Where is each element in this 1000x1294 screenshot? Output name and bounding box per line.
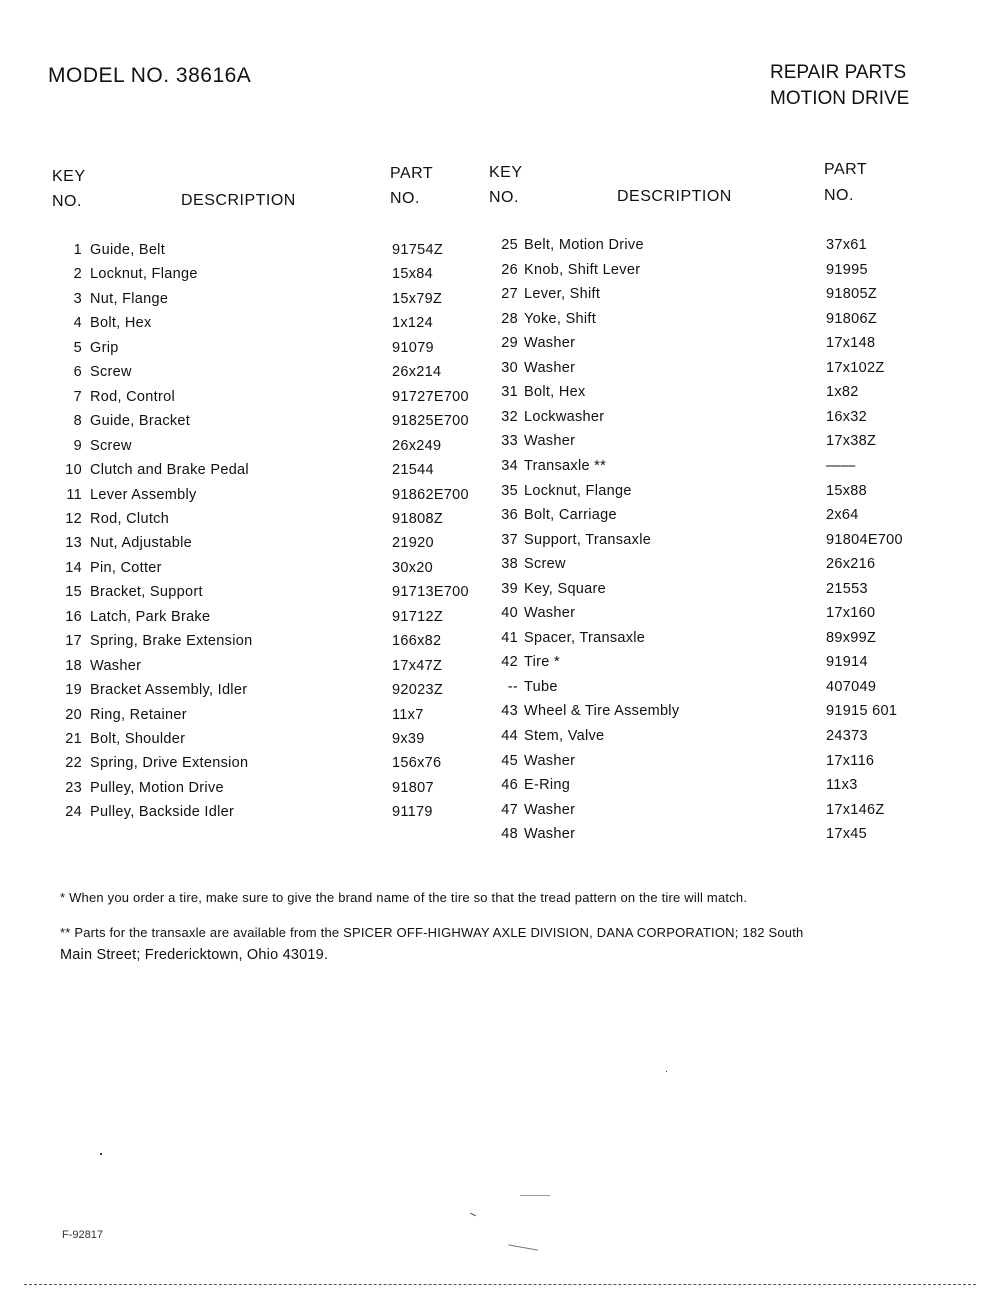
part-number: 24373: [826, 728, 868, 744]
part-description: Locknut, Flange: [90, 266, 198, 283]
part-number: 91754Z: [392, 242, 443, 258]
part-number: 91805Z: [826, 286, 877, 303]
left-description-header: DESCRIPTION: [181, 192, 296, 209]
part-description: Transaxle **: [524, 457, 607, 474]
part-description: Lever, Shift: [524, 286, 601, 303]
part-key-number: 2: [73, 266, 82, 283]
part-key-number: 13: [65, 535, 82, 552]
part-description: Washer: [524, 826, 576, 843]
part-number: 17x102Z: [826, 359, 885, 376]
part-description: Spacer, Transaxle: [524, 629, 646, 646]
part-number: 407049: [826, 678, 877, 695]
part-description: Knob, Shift Lever: [524, 261, 641, 278]
part-key-number: 31: [501, 384, 518, 401]
part-key-number: --: [507, 678, 518, 695]
part-number: 91806Z: [826, 310, 877, 327]
part-description: Lever Assembly: [90, 486, 197, 503]
part-description: Yoke, Shift: [524, 310, 597, 327]
part-number: 17x45: [826, 826, 868, 843]
right-part-no-header: NO.: [824, 187, 854, 204]
part-number: 15x79Z: [392, 290, 443, 307]
part-key-number: 33: [501, 433, 518, 450]
part-description: Belt, Motion Drive: [524, 237, 644, 253]
part-description: Key, Square: [524, 580, 607, 597]
part-number: 91914: [826, 654, 868, 671]
part-description: Washer: [524, 801, 576, 818]
part-number: 166x82: [392, 633, 442, 650]
part-key-number: 5: [73, 339, 82, 356]
left-part-header: PART: [390, 165, 434, 182]
part-number: 1x82: [826, 384, 859, 401]
part-description: Locknut, Flange: [524, 482, 632, 499]
title-repair-parts: REPAIR PARTS: [770, 62, 907, 83]
part-key-number: 25: [501, 237, 518, 253]
part-number: 15x88: [826, 482, 868, 499]
part-description: Pin, Cotter: [90, 559, 162, 576]
part-key-number: 7: [73, 388, 82, 405]
part-key-number: 48: [501, 826, 518, 843]
part-number: 91713E700: [392, 584, 469, 601]
part-key-number: 1: [73, 242, 82, 258]
part-number: 17x148: [826, 335, 876, 352]
part-description: Lockwasher: [524, 408, 605, 425]
part-number: 91915 601: [826, 703, 898, 720]
part-number: 11x7: [392, 706, 424, 723]
part-number: 91862E700: [392, 486, 469, 503]
part-description: Bolt, Hex: [90, 315, 152, 332]
part-number: 91807: [392, 779, 434, 796]
part-description: Washer: [524, 359, 576, 376]
left-key-header: KEY: [52, 168, 86, 185]
part-key-number: 29: [501, 335, 518, 352]
part-key-number: 35: [501, 482, 518, 499]
part-number: 2x64: [826, 507, 859, 524]
part-key-number: 4: [73, 315, 82, 332]
scan-speck: [100, 1153, 102, 1155]
part-description: Tube: [524, 678, 558, 695]
part-description: Tire *: [524, 654, 560, 671]
title-motion-drive: MOTION DRIVE: [770, 88, 910, 109]
part-number: 21920: [392, 535, 434, 552]
part-key-number: 3: [73, 290, 82, 307]
part-description: Bracket Assembly, Idler: [90, 682, 248, 699]
part-key-number: 15: [65, 584, 82, 601]
part-key-number: 6: [73, 364, 82, 381]
part-description: Bolt, Hex: [524, 384, 586, 401]
part-number: 156x76: [392, 755, 442, 772]
bottom-edge-line: [24, 1284, 976, 1285]
part-key-number: 47: [501, 801, 518, 818]
part-key-number: 16: [65, 608, 82, 625]
part-description: Washer: [524, 605, 576, 622]
part-key-number: 21: [65, 731, 82, 747]
right-description-header: DESCRIPTION: [617, 188, 732, 205]
left-part-no-header: NO.: [390, 190, 420, 207]
part-number: ——: [826, 457, 856, 474]
part-key-number: 32: [501, 408, 518, 425]
part-key-number: 41: [501, 629, 518, 646]
part-key-number: 22: [65, 755, 82, 772]
part-key-number: 39: [501, 580, 518, 597]
part-key-number: 44: [501, 728, 518, 744]
part-key-number: 18: [65, 657, 82, 674]
part-number: 91825E700: [392, 413, 469, 430]
part-key-number: 10: [65, 462, 82, 479]
part-description: Ring, Retainer: [90, 706, 187, 723]
part-number: 17x160: [826, 605, 876, 622]
part-description: Spring, Brake Extension: [90, 633, 253, 650]
model-number: MODEL NO. 38616A: [48, 64, 252, 87]
part-number: 91804E700: [826, 531, 903, 548]
part-key-number: 14: [65, 559, 82, 576]
part-description: Nut, Adjustable: [90, 535, 193, 552]
part-number: 30x20: [392, 559, 434, 576]
part-key-number: 36: [501, 507, 518, 524]
part-description: Washer: [524, 335, 576, 352]
part-description: Pulley, Backside Idler: [90, 804, 235, 821]
part-number: 17x47Z: [392, 657, 443, 674]
part-number: 91727E700: [392, 388, 469, 405]
part-key-number: 30: [501, 359, 518, 376]
part-key-number: 34: [501, 457, 518, 474]
part-description: Grip: [90, 339, 119, 356]
part-number: 1x124: [392, 315, 434, 332]
part-number: 9x39: [392, 731, 425, 747]
part-description: Stem, Valve: [524, 728, 605, 744]
part-key-number: 23: [65, 779, 82, 796]
part-number: 91808Z: [392, 510, 443, 527]
part-number: 26x216: [826, 556, 876, 573]
part-key-number: 19: [65, 682, 82, 699]
part-key-number: 45: [501, 752, 518, 769]
part-description: Screw: [90, 437, 132, 454]
part-key-number: 27: [501, 286, 518, 303]
part-description: Bolt, Carriage: [524, 507, 617, 524]
part-number: 17x38Z: [826, 433, 877, 450]
part-description: Pulley, Motion Drive: [90, 779, 224, 796]
tire-note: * When you order a tire, make sure to give the brand name of the tire so that the tread pattern on the tire will match.: [60, 890, 748, 905]
part-description: Screw: [90, 364, 132, 381]
part-number: 17x116: [826, 752, 875, 769]
part-key-number: 38: [501, 556, 518, 573]
part-description: Rod, Clutch: [90, 510, 170, 527]
page-title: [770, 60, 909, 112]
part-description: Latch, Park Brake: [90, 608, 211, 625]
scan-speck: [508, 1244, 538, 1250]
transaxle-note-line1: ** Parts for the transaxle are available from the SPICER OFF-HIGHWAY AXLE DIVISION, DANA CORPORATION; 182 South: [60, 925, 804, 940]
part-description: Nut, Flange: [90, 290, 169, 307]
part-description: Screw: [524, 556, 566, 573]
transaxle-note-line2: Main Street; Fredericktown, Ohio 43019.: [60, 947, 329, 963]
part-description: Guide, Belt: [90, 242, 166, 258]
part-number: 21544: [392, 462, 434, 479]
part-number: 11x3: [826, 777, 858, 794]
part-description: Bolt, Shoulder: [90, 731, 186, 747]
part-description: Rod, Control: [90, 388, 175, 405]
part-key-number: 43: [501, 703, 518, 720]
part-description: Washer: [90, 657, 142, 674]
part-number: 15x84: [392, 266, 434, 283]
right-part-header: PART: [824, 161, 868, 178]
part-number: 21553: [826, 580, 868, 597]
part-key-number: 26: [501, 261, 518, 278]
part-number: 91179: [392, 804, 433, 821]
part-description: E-Ring: [524, 777, 571, 794]
part-key-number: 37: [501, 531, 518, 548]
part-key-number: 17: [65, 633, 82, 650]
part-description: Wheel & Tire Assembly: [524, 703, 680, 720]
scan-speck: [520, 1195, 550, 1196]
part-key-number: 46: [501, 777, 518, 794]
part-description: Washer: [524, 752, 576, 769]
part-description: Spring, Drive Extension: [90, 755, 249, 772]
part-number: 89x99Z: [826, 629, 877, 646]
part-key-number: 20: [65, 706, 82, 723]
part-key-number: 8: [73, 413, 82, 430]
part-number: 16x32: [826, 408, 868, 425]
part-number: 26x214: [392, 364, 442, 381]
scan-speck: [470, 1213, 476, 1216]
part-key-number: 40: [501, 605, 518, 622]
part-key-number: 28: [501, 310, 518, 327]
left-no-header: NO.: [52, 193, 82, 210]
scan-speck: [666, 1071, 667, 1072]
part-description: Bracket, Support: [90, 584, 203, 601]
part-number: 91995: [826, 261, 868, 278]
part-key-number: 24: [65, 804, 82, 821]
part-number: 17x146Z: [826, 801, 885, 818]
right-key-header: KEY: [489, 164, 523, 181]
part-number: 26x249: [392, 437, 442, 454]
part-number: 91712Z: [392, 608, 443, 625]
part-number: 37x61: [826, 237, 868, 253]
part-key-number: 12: [65, 510, 82, 527]
document-code: F-92817: [62, 1229, 103, 1241]
part-key-number: 9: [73, 437, 82, 454]
part-number: 92023Z: [392, 682, 443, 699]
part-description: Guide, Bracket: [90, 413, 191, 430]
part-number: 91079: [392, 339, 434, 356]
right-no-header: NO.: [489, 189, 519, 206]
part-description: Washer: [524, 433, 576, 450]
part-key-number: 42: [501, 654, 518, 671]
part-key-number: 11: [66, 486, 82, 503]
transaxle-note: [60, 921, 803, 967]
part-description: Clutch and Brake Pedal: [90, 462, 249, 479]
part-description: Support, Transaxle: [524, 531, 652, 548]
